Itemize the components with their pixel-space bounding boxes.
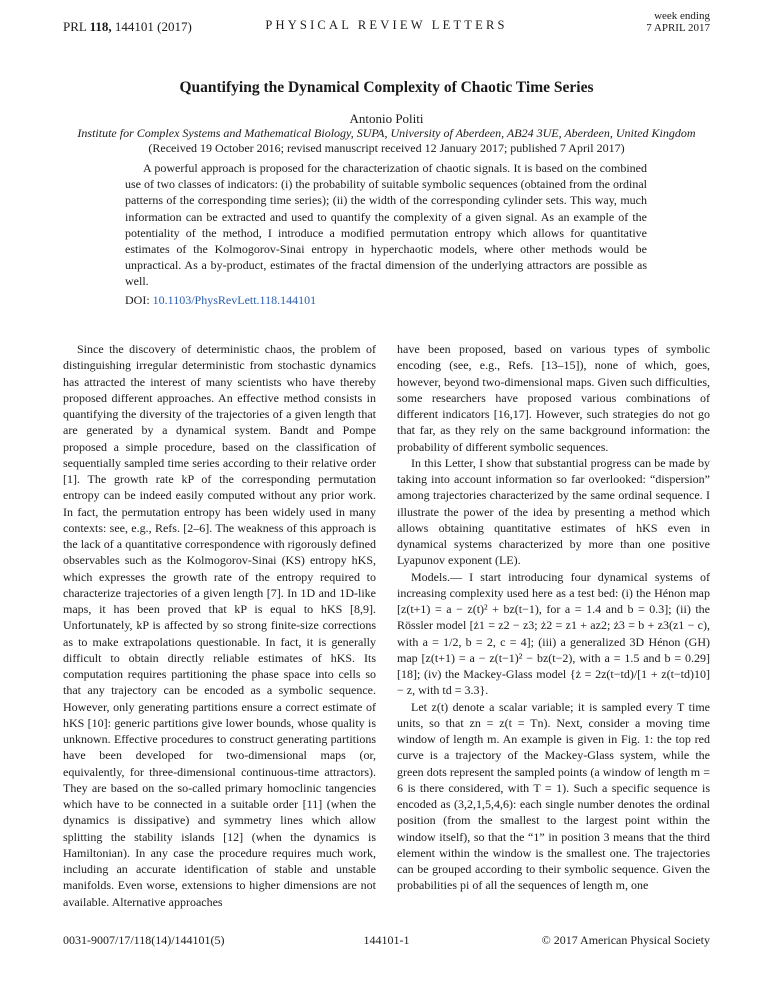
volume: 118, xyxy=(89,19,112,34)
body-paragraph: Since the discovery of deterministic chaos, the problem of distinguishing irregular deterministic from stochastic dynamics has attracted the interest of many scientists who have thereby proposed different approaches. An effective method consists in quantifying the diversity of the trajectories of a given length that are generated by a dynamical system. Bandt and Pompe proposed a simple procedure, based on the classification of sequentially sampled time series according to their relative order [1]. The growth rate kP of the corresponding permutation entropy can be indeed easily computed without any prior work. In fact, the permutation entropy has been widely used in many contexts: see, e.g., Refs. [2–6]. The weakness of this approach is the lack of a quantitative correspondence with rigorously defined observables such as the Kolmogorov-Sinai (KS) entropy hKS, which expresses the growth rate of the entropy required to characterize trajectories of a given length [7]. In 1D and 1D-like maps, it has been proved that kP is equal to hKS [8,9]. Unfortunately, kP is affected by so strong finite-size corrections as to make extrapolations questionable. In fact, it is generally difficult to obtain directly reliable estimates of hKS. Its computation requires partitioning the phase space into cells so that any trajectory can be encoded as a symbolic sequence. However, only generating partitions ensure a correct estimate of hKS [10]: generic partitions give lower bounds, whose quality is unknown. Effective procedures to construct generating partitions have been developed for two-dimensional maps (or, equivalently, for three-dimensional continuous-time attractors). They are based on the so-called primary homoclinic tangencies which have to be connected in a suitable order [11] (when the dynamics is dissipative) and symmetry lines which allow splitting the stability islands [12] (when the dynamics is Hamiltonian). In any case the procedure requires much work, including an accurate identification of stable and unstable manifolds. Even worse, extensions to higher dimensions are not available. Alternative approaches xyxy=(63,342,376,909)
page-number: 144101-1 xyxy=(363,933,410,947)
body-paragraph: Let z(t) denote a scalar variable; it is sampled every T time units, so that zn = z(t = Tn). Next, consider a moving time window of length m. An example is given in Fig. 1: the top red curve is a trajectory of the Mackey-Glass system, while the green dots represent the sampled points (a window of length m = 6 is there considered, with T = 1). Such a specific sequence is encoded as (3,2,1,5,4,6): each single number denotes the ordinal position (from the smallest to the largest point within the window itself), so that the “1” in position 3 means that the third element within the window is the smallest one. The trajectories can be grouped according to their symbolic sequence. Given the probabilities pi of all the sequences of length m, one xyxy=(397,699,710,893)
received-dates: (Received 19 October 2016; revised manuscript received 12 January 2017; published 7 April 2017) xyxy=(148,141,625,155)
article-code: 0031-9007/17/118(14)/144101(5) xyxy=(63,933,225,947)
week-ending-date: 7 APRIL 2017 xyxy=(646,22,710,34)
body-column-right xyxy=(397,341,710,894)
doi-line xyxy=(125,293,316,308)
doi-link[interactable]: 10.1103/PhysRevLett.118.144101 xyxy=(152,293,317,307)
abstract: A powerful approach is proposed for the characterization of chaotic signals. It is based on the combined use of two classes of indicators: (i) the probability of suitable symbolic sequences (obtained from the ordinal patterns of the corresponding time series); (ii) the width of the corresponding cylinder sets. This way, much information can be extracted and used to quantify the complexity of a given signal. As an example of the potentiality of the method, I introduce a modified permutation entropy which allows for quantitative estimates of the Kolmogorov-Sinai entropy in hyperchaotic models, where other methods would be unpractical. As a by-product, estimates of the fractal dimension of the underlying attractors are possible as well. xyxy=(125,161,647,289)
affiliation: Institute for Complex Systems and Mathematical Biology, SUPA, University of Aberdeen, AB24 3UE, Aberdeen, United Kingdom xyxy=(77,126,696,140)
article-number-year: 144101 (2017) xyxy=(114,19,192,34)
issue-date xyxy=(646,10,710,34)
journal-name: PHYSICAL REVIEW LETTERS xyxy=(265,18,508,32)
body-paragraph-models: Models.— I start introducing four dynamical systems of increasing complexity used here as a test bed: (i) the Hénon map [z(t+1) = a − z(t)² + bz(t−1), for a = 1.4 and b = 0.3]; (ii) the Rössler model [ż1 = z2 − z3; ż2 = z1 + az2; ż3 = b + z3(z1 − c), with a = 1/2, b = 2, c = 4]; (iii) a generalized 3D Hénon (GH) map [z(t+1) = a − z(t−1)² − bz(t−2), with a = 1.5 and b = 0.29] [18]; (iv) the Mackey-Glass model {ż = 2z(t−td)/[1 + z(t−td)10] − z, with td = 3.3}. xyxy=(397,569,710,698)
journal-abbrev: PRL xyxy=(63,19,87,34)
copyright: © 2017 American Physical Society xyxy=(541,933,710,947)
body-column-left xyxy=(63,341,376,910)
article-title: Quantifying the Dynamical Complexity of Chaotic Time Series xyxy=(179,79,594,96)
body-paragraph: In this Letter, I show that substantial progress can be made by taking into account information so far overlooked: “dispersion” among trajectories characterized by the same ordinal sequence. I illustrate the power of the idea by presenting a method which allows obtaining quantitative estimates of hKS even in dynamical systems characterized by more than one positive Lyapunov exponent (LE). xyxy=(397,455,710,568)
week-ending-label: week ending xyxy=(654,10,710,22)
doi-label: DOI: xyxy=(125,293,150,307)
author: Antonio Politi xyxy=(349,111,424,126)
body-paragraph-continued: have been proposed, based on various types of symbolic encoding (see, e.g., Refs. [13–15]), none of which, goes, however, beyond two-dimensional maps. Given such difficulties, some researchers have proposed various combinations of different indicators [16,17]. However, such strategies do not go that far, as they rely on the same background information: the probability of different symbolic sequences. xyxy=(397,342,710,454)
